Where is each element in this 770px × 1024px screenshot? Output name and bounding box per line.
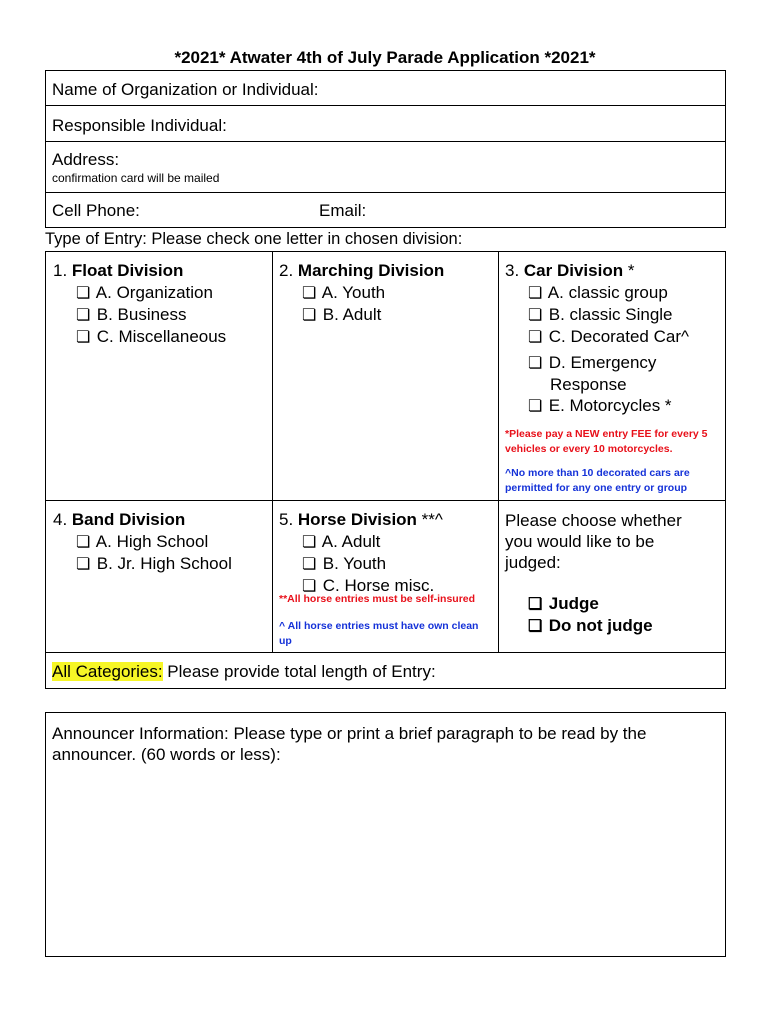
checkbox-icon[interactable]: ❏	[528, 355, 543, 372]
float-division-heading: 1. Float Division	[53, 261, 184, 280]
marching-options	[302, 282, 385, 326]
page-title: *2021* Atwater 4th of July Parade Application *2021*	[174, 48, 596, 67]
checkbox-option[interactable]: ❏ E. Motorcycles *	[528, 396, 672, 415]
checkbox-icon[interactable]: ❏	[528, 285, 543, 302]
checkbox-option[interactable]: ❏ B. Youth	[302, 554, 387, 573]
divider	[272, 251, 273, 652]
checkbox-icon[interactable]: ❏	[302, 556, 317, 573]
announcer-instruction: Announcer Information: Please type or print a brief paragraph to be read by the announcer. (60 words or less):	[52, 724, 647, 764]
divider	[498, 251, 499, 652]
divider	[45, 141, 726, 142]
checkbox-option[interactable]: ❏ C. Miscellaneous	[76, 327, 227, 346]
checkbox-icon[interactable]: ❏	[302, 285, 317, 302]
checkbox-option[interactable]: ❏ C. Horse misc.	[302, 576, 435, 595]
address-note: confirmation card will be mailed	[52, 171, 220, 185]
checkbox-option[interactable]: ❏ A. High School	[76, 532, 209, 551]
car-division-heading: 3. Car Division *	[505, 261, 635, 280]
checkbox-icon[interactable]: ❏	[302, 307, 317, 324]
float-options	[76, 282, 226, 348]
checkbox-option[interactable]: ❏ B. Jr. High School	[76, 554, 232, 573]
divider	[45, 105, 726, 106]
divider	[45, 192, 726, 193]
checkbox-option[interactable]: ❏ B. Adult	[302, 305, 382, 324]
checkbox-icon[interactable]: ❏	[528, 596, 543, 613]
responsible-field[interactable]: Responsible Individual:	[52, 116, 227, 135]
band-division-heading: 4. Band Division	[53, 510, 186, 529]
marching-division-heading: 2. Marching Division	[279, 261, 445, 280]
address-field[interactable]: Address:	[52, 150, 120, 169]
email-field[interactable]: Email:	[319, 201, 367, 220]
judging-options	[528, 593, 653, 637]
car-options	[528, 282, 689, 417]
checkbox-icon[interactable]: ❏	[76, 534, 91, 551]
checkbox-option[interactable]: ❏ A. Youth	[302, 283, 386, 302]
checkbox-option[interactable]: ❏ B. classic Single	[528, 305, 673, 324]
divider	[45, 500, 726, 501]
entry-type-instruction: Type of Entry: Please check one letter in chosen division:	[45, 230, 463, 248]
checkbox-option[interactable]: ❏ A. Adult	[302, 532, 381, 551]
checkbox-icon[interactable]: ❏	[302, 534, 317, 551]
org-name-field[interactable]: Name of Organization or Individual:	[52, 80, 319, 99]
judge-option[interactable]: ❏ Judge	[528, 594, 599, 613]
car-fee-note: *Please pay a NEW entry FEE for every 5 vehicles or every 10 motorcycles.	[505, 428, 708, 455]
horse-cleanup-note: ^ All horse entries must have own clean up	[279, 620, 479, 647]
judging-prompt: Please choose whether you would like to be judged:	[505, 511, 682, 572]
checkbox-icon[interactable]: ❏	[528, 398, 543, 415]
checkbox-icon[interactable]: ❏	[76, 285, 91, 302]
all-categories-highlight: All Categories:	[52, 662, 163, 681]
checkbox-option[interactable]: ❏ D. Emergency	[528, 353, 657, 372]
checkbox-option[interactable]: ❏ A. Organization	[76, 283, 213, 302]
checkbox-option[interactable]: ❏ B. Business	[76, 305, 187, 324]
checkbox-icon[interactable]: ❏	[528, 329, 543, 346]
total-length-field[interactable]: All Categories: Please provide total length of Entry:	[52, 662, 436, 681]
decorated-cars-note: ^No more than 10 decorated cars are permitted for any one entry or group	[505, 467, 690, 494]
checkbox-option[interactable]: ❏ A. classic group	[528, 283, 668, 302]
checkbox-option[interactable]: ❏ C. Decorated Car^	[528, 327, 689, 346]
horse-insured-note: **All horse entries must be self-insured	[279, 593, 476, 605]
checkbox-icon[interactable]: ❏	[302, 578, 317, 595]
do-not-judge-option[interactable]: ❏ Do not judge	[528, 616, 653, 635]
divider	[45, 652, 726, 653]
option-continuation: Response	[550, 375, 627, 394]
horse-division-heading: 5. Horse Division **^	[279, 510, 443, 529]
checkbox-icon[interactable]: ❏	[528, 618, 543, 635]
checkbox-icon[interactable]: ❏	[76, 329, 91, 346]
checkbox-icon[interactable]: ❏	[76, 556, 91, 573]
checkbox-icon[interactable]: ❏	[528, 307, 543, 324]
checkbox-icon[interactable]: ❏	[76, 307, 91, 324]
horse-options	[302, 531, 434, 597]
band-options	[76, 531, 232, 575]
cell-phone-field[interactable]: Cell Phone:	[52, 201, 140, 220]
